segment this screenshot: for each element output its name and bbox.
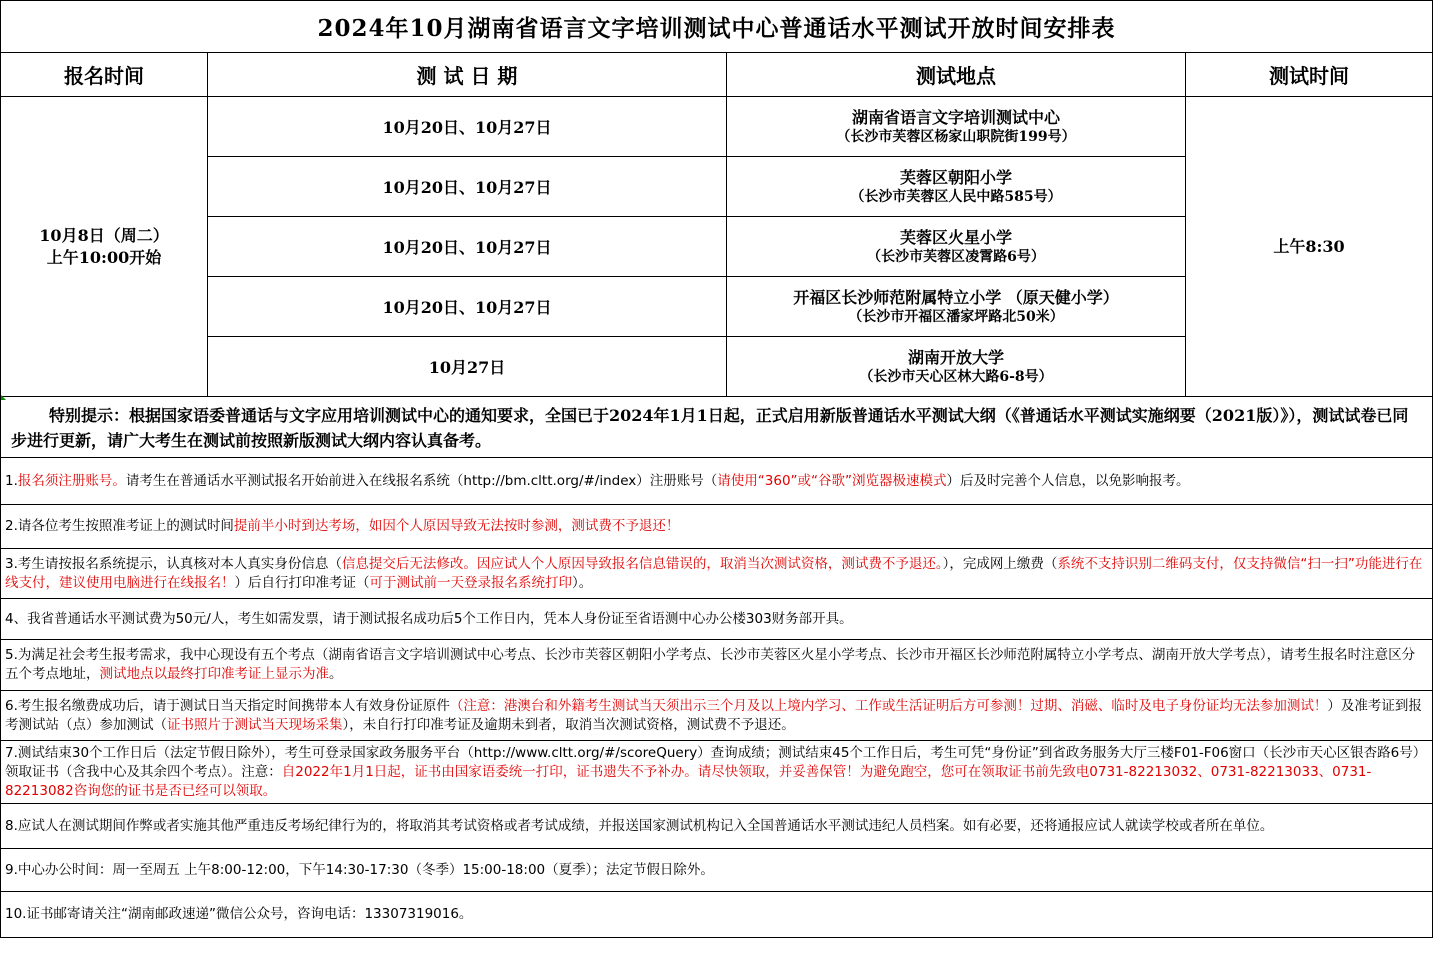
note-1: [1, 458, 1433, 505]
note-highlight: 系统不支持识别二维码支付，仅支持微信“扫一扫”功能进行在线支付，建议使用电脑进行在线报名！: [5, 555, 1423, 591]
header-row: [1, 53, 1433, 97]
note-text: 4、我省普通话水平测试费为50元/人，考生如需发票，请于测试报名成功后5个工作日内，凭本人身份证至省语测中心办公楼303财务部开具。: [5, 610, 853, 627]
note-text: ）。: [572, 574, 593, 591]
test-date-cell: 10月20日、10月27日: [208, 217, 727, 277]
note-6: [1, 691, 1433, 741]
note-text: 8.应试人在测试期间作弊或者实施其他严重违反考场纪律行为的，将取消其考试资格或者考试成绩，并报送国家测试机构记入全国普通话水平测试违纪人员档案。如有必要，还将通报应试人就读学校或者所在单位。: [5, 817, 1274, 834]
note-row: [1, 691, 1433, 741]
note-row: [1, 458, 1433, 505]
header-test-time: 测试时间: [1186, 53, 1433, 97]
test-location-cell: [727, 337, 1186, 397]
test-location-cell: [727, 97, 1186, 157]
note-text: ）后及时完善个人信息，以免影响报考。: [946, 472, 1190, 489]
test-time-cell: 上午8:30: [1186, 97, 1433, 397]
location-name: 湖南开放大学: [907, 347, 1004, 367]
note-5: [1, 640, 1433, 691]
note-highlight: 证书照片于测试当天现场采集: [167, 716, 343, 733]
header-registration-time: 报名时间: [1, 53, 208, 97]
note-row: [1, 640, 1433, 691]
header-test-location: 测试地点: [727, 53, 1186, 97]
header-test-date: 测 试 日 期: [208, 53, 727, 97]
note-text: 7.测试结束30个工作日后（法定节假日除外），考生可登录国家政务服务平台（http://www.cltt.org/#/scoreQuery）查询成绩；测试结束45个工作日后，考生可凭“身份证”到省政务服务大厅三楼F01-F06窗口（长沙市天心区银杏路6号）领取证书（含我中心及其余四个考点）。注意：: [5, 744, 1427, 780]
note-text: 。: [329, 666, 343, 682]
special-notice-row: [1, 397, 1433, 458]
location-address: （长沙市芙蓉区人民中路585号）: [850, 188, 1062, 205]
note-text: 2.请各位考生按照准考证上的测试时间: [5, 518, 234, 534]
schedule-row: [1, 97, 1433, 157]
note-row: [1, 892, 1433, 938]
note-highlight: 可于测试前一天登录报名系统打印: [369, 574, 572, 591]
note-row: [1, 849, 1433, 892]
cell-comment-marker: [1, 395, 6, 400]
test-location-cell: [727, 217, 1186, 277]
location-name: 芙蓉区朝阳小学: [899, 167, 1012, 187]
location-address: （长沙市芙蓉区凌霄路6号）: [867, 248, 1045, 265]
note-3: [1, 549, 1433, 599]
title-row: [1, 1, 1433, 53]
location-name: 芙蓉区火星小学: [899, 227, 1012, 247]
test-date-cell: 10月20日、10月27日: [208, 157, 727, 217]
test-date-cell: 10月20日、10月27日: [208, 277, 727, 337]
note-highlight: 信息提交后无法修改。因应试人个人原因导致报名信息错误的，取消当次测试资格，测试费不予退还。: [341, 555, 943, 572]
note-4: [1, 599, 1433, 640]
location-name: 湖南省语言文字培训测试中心: [851, 107, 1060, 127]
test-date-cell: 10月20日、10月27日: [208, 97, 727, 157]
test-date-cell: 10月27日: [208, 337, 727, 397]
note-text: ），未自行打印准考证及逾期未到者，取消当次测试资格，测试费不予退还。: [342, 716, 795, 733]
page-title: 2024年10月湖南省语言文字培训测试中心普通话水平测试开放时间安排表: [1, 1, 1433, 53]
test-location-cell: [727, 277, 1186, 337]
note-7: [1, 741, 1433, 804]
note-8: [1, 804, 1433, 849]
special-notice: 特别提示：根据国家语委普通话与文字应用培训测试中心的通知要求，全国已于2024年1月1日起，正式启用新版普通话水平测试大纲（《普通话水平测试实施纲要（2021版）》），测试试卷已同步进行更新，请广大考生在测试前按照新版测试大纲内容认真备考。: [1, 397, 1433, 458]
note-row: [1, 505, 1433, 549]
test-location-cell: [727, 157, 1186, 217]
location-name: 开福区长沙师范附属特立小学 （原天健小学）: [793, 287, 1119, 307]
note-highlight: 测试地点以最终打印准考证上显示为准: [99, 666, 329, 682]
note-highlight: （注意：港澳台和外籍考生测试当天须出示三个月及以上境内学习、工作或生活证明后方可参测！过期、消磁、临时及电子身份证均无法参加测试！: [449, 697, 1328, 714]
location-address: （长沙市天心区林大路6-8号）: [859, 368, 1053, 385]
registration-date: 10月8日（周二）: [39, 225, 169, 245]
note-highlight: 请使用“360”或“谷歌”浏览器极速模式: [717, 472, 947, 489]
registration-start: 上午10:00开始: [46, 247, 162, 267]
location-address: （长沙市开福区潘家坪路北50米）: [848, 308, 1064, 325]
note-text: ），完成网上缴费（: [942, 555, 1058, 572]
note-text: 9.中心办公时间：周一至周五 上午8:00-12:00，下午14:30-17:30（冬季）15:00-18:00（夏季）；法定节假日除外。: [5, 861, 714, 878]
note-2: [1, 505, 1433, 549]
registration-time-cell: [1, 97, 208, 397]
note-text: 请考生在普通话水平测试报名开始前进入在线报名系统（http://bm.cltt.org/#/index）注册账号（: [125, 472, 718, 489]
note-9: [1, 849, 1433, 892]
note-highlight: 报名须注册账号。: [17, 472, 126, 489]
note-row: [1, 741, 1433, 804]
note-text: 3.考生请按报名系统提示，认真核对本人真实身份信息（: [5, 555, 342, 572]
note-text: 1.: [5, 472, 18, 489]
note-text: ）后自行打印准考证（: [234, 574, 370, 591]
note-10: [1, 892, 1433, 938]
note-row: [1, 549, 1433, 599]
note-text: ）及准考证到报考测试站（点）参加测试（: [5, 697, 1422, 733]
note-highlight: 自2022年1月1日起，证书由国家语委统一打印，证书遗失不予补办。请尽快领取，并妥善保管！为避免跑空，您可在领取证书前先致电0731-82213032、0731-82213033、0731-82213082咨询您的证书是否已经可以领取。: [5, 763, 1372, 799]
note-text: 6.考生报名缴费成功后，请于测试日当天指定时间携带本人有效身份证原件: [5, 697, 450, 714]
note-highlight: 提前半小时到达考场，如因个人原因导致无法按时参测，测试费不予退还！: [233, 518, 680, 534]
note-text: 10.证书邮寄请关注“湖南邮政速递”微信公众号，咨询电话：13307319016。: [5, 906, 473, 922]
note-text: 5.为满足社会考生报考需求，我中心现设有五个考点（湖南省语言文字培训测试中心考点、长沙市芙蓉区朝阳小学考点、长沙市芙蓉区火星小学考点、长沙市开福区长沙师范附属特立小学考点、湖南开放大学考点），请考生报名时注意区分五个考点地址，: [5, 647, 1416, 682]
note-row: [1, 599, 1433, 640]
location-address: （长沙市芙蓉区杨家山职院街199号）: [836, 128, 1076, 145]
note-row: [1, 804, 1433, 849]
